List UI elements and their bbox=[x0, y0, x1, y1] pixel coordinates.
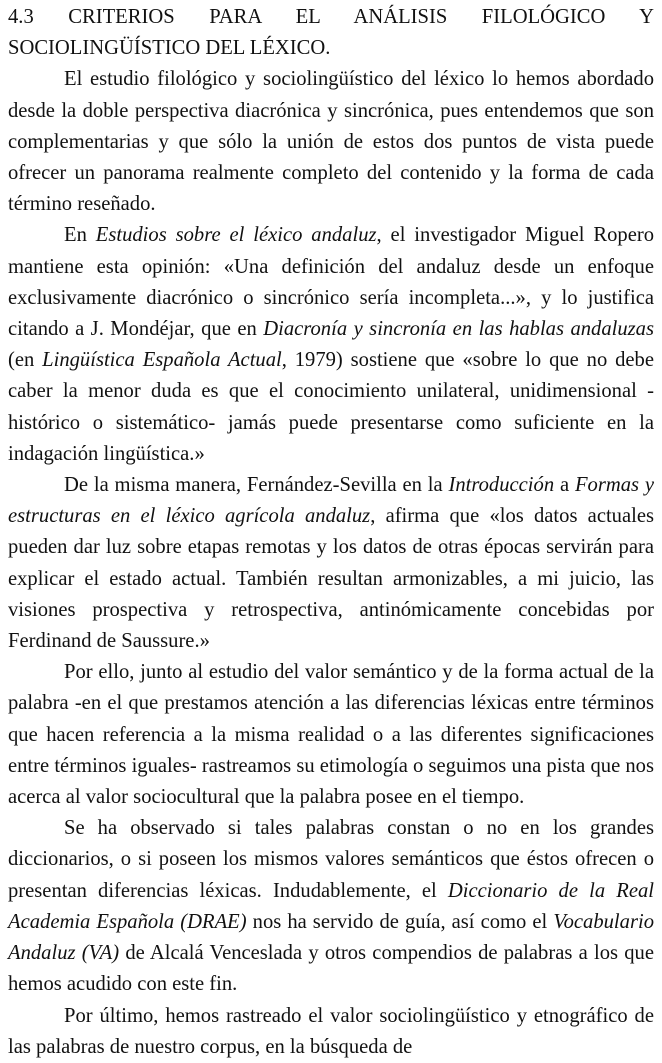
paragraph-text: , 1979) sostiene que «sobre lo que no debe caber la menor duda es que el conocimiento unilateral, unidimensional -histórico o sistemático- jamás puede presentarse como suficiente en la indagación lingüística.» bbox=[8, 349, 654, 465]
book-title: Formas y estructuras en el léxico agrícola andaluz bbox=[8, 474, 654, 528]
paragraph-text: (en bbox=[8, 349, 43, 372]
journal-title: Lingüística Española Actual bbox=[42, 349, 282, 372]
paragraph-5 bbox=[8, 813, 654, 1000]
paragraph-4 bbox=[8, 657, 654, 813]
paragraph-text: nos ha servido de guía, así como el bbox=[246, 910, 554, 933]
dictionary-title: Diccionario de la Real Academia Española (DRAE) bbox=[8, 879, 654, 933]
paragraph-text: Por último, hemos rastreado el valor sociolingüístico y etnográfico de las palabras de nuestro corpus, en la búsqueda de bbox=[8, 1004, 654, 1058]
paragraph-2 bbox=[8, 220, 654, 470]
paragraph-6 bbox=[8, 1001, 654, 1063]
book-title: Diacronía y sincronía en las hablas andaluzas bbox=[263, 318, 654, 341]
paragraph-text: Se ha observado si tales palabras constan o no en los grandes diccionarios, o si poseen los mismos valores semánticos que éstos ofrecen o presentan diferencias léxicas. Indudablemente, el bbox=[8, 817, 654, 902]
paragraph-text: En bbox=[64, 224, 96, 247]
dictionary-title: Vocabulario Andaluz (VA) bbox=[8, 910, 654, 965]
book-title: Estudios sobre el léxico andaluz bbox=[95, 224, 377, 247]
paragraph-3 bbox=[8, 470, 654, 657]
section-heading: 4.3 CRITERIOS PARA EL ANÁLISIS FILOLÓGICO Y SOCIOLINGÜÍSTICO DEL LÉXICO. bbox=[8, 6, 654, 60]
paragraph-text: de Alcalá Venceslada y otros compendios de palabras a los que hemos acudido con este fin. bbox=[8, 942, 654, 996]
paragraph-text: De la misma manera, Fernández-Sevilla en la bbox=[64, 474, 449, 497]
paragraph-text: , afirma que «los datos actuales pueden dar luz sobre etapas remotas y los datos de otras épocas servirán para explicar el estado actual. También resultan armonizables, a mi juicio, las visiones prospectiva y retrospectiva, antinómicamente concebidas por Ferdinand de Saussure.» bbox=[8, 505, 654, 653]
paragraph-text: , el investigador Miguel Ropero mantiene esta opinión: «Una definición del andaluz desde un enfoque exclusivamente diacrónico o sincrónico sería incompleta...», y lo justifica citando a J. Mondéjar, que en bbox=[8, 224, 654, 341]
paragraph-text: a bbox=[554, 474, 575, 497]
paragraph-1 bbox=[8, 64, 654, 220]
paragraph-text: Por ello, junto al estudio del valor semántico y de la forma actual de la palabra -en el que prestamos atención a las diferencias léxicas entre términos que hacen referencia a la misma realidad o a las diferentes significaciones entre términos iguales- rastreamos su etimología o seguimos una pista que nos acerca al valor sociocultural que la palabra posee en el tiempo. bbox=[8, 661, 654, 809]
book-section-title: Introducción bbox=[448, 474, 555, 497]
paragraph-text: El estudio filológico y sociolingüístico del léxico lo hemos abordado desde la doble perspectiva diacrónica y sincrónica, pues entendemos que son complementarias y que sólo la unión de estos dos puntos de vista puede ofrecer un panorama realmente completo del contenido y la forma de cada término reseñado. bbox=[8, 68, 654, 216]
